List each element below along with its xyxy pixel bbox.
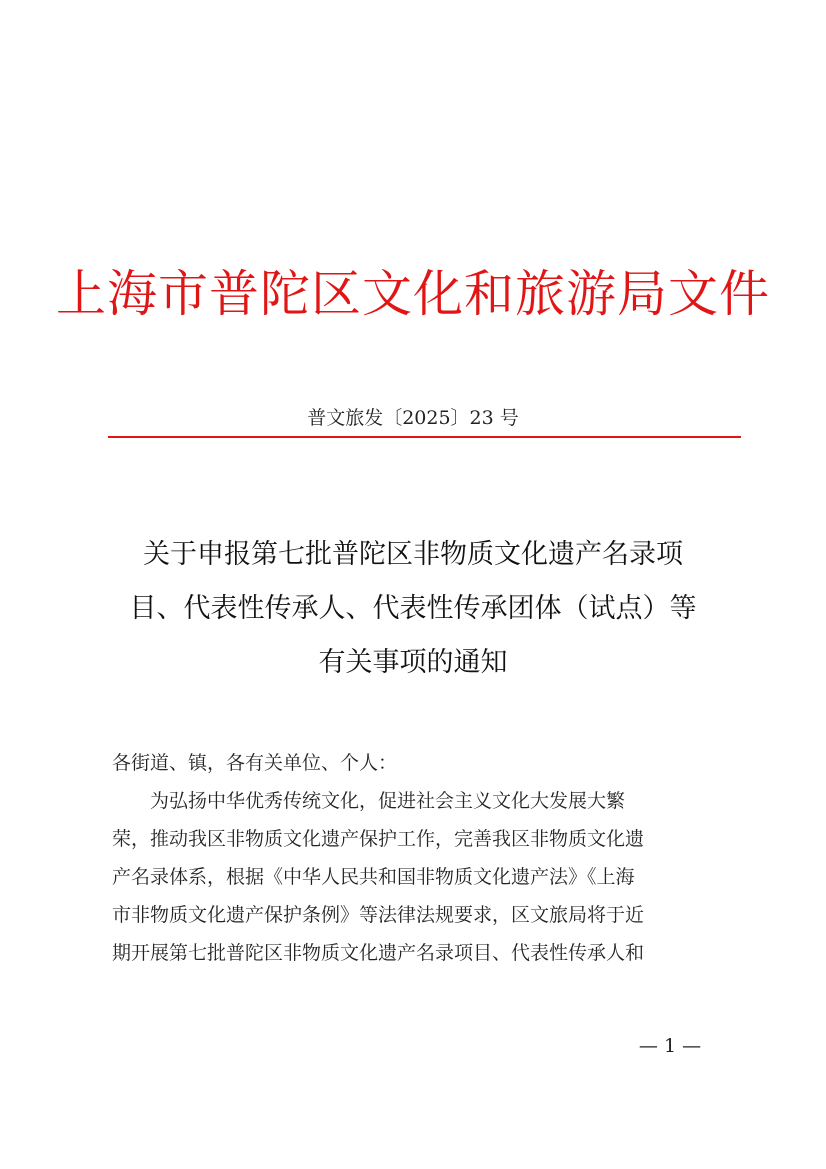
document-number: 普文旅发〔2025〕23 号 <box>307 407 519 429</box>
page-number: — 1 — <box>638 1035 702 1057</box>
notice-body <box>112 744 726 972</box>
masthead-title: 上海市普陀区文化和旅游局文件 <box>56 265 770 323</box>
salutation: 各街道、镇，各有关单位、个人： <box>112 752 398 774</box>
red-divider-line <box>108 436 741 438</box>
paragraph-line-1: 为弘扬中华优秀传统文化，促进社会主义文化大发展大繁 <box>150 790 626 812</box>
notice-title-line-3: 有关事项的通知 <box>318 647 508 678</box>
paragraph-line-2: 荣，推动我区非物质文化遗产保护工作，完善我区非物质文化遗 <box>112 828 645 850</box>
notice-title-line-1: 关于申报第七批普陀区非物质文化遗产名录项 <box>143 539 683 570</box>
paragraph-line-5: 期开展第七批普陀区非物质文化遗产名录项目、代表性传承人和 <box>112 942 645 964</box>
paragraph-line-4: 市非物质文化遗产保护条例》等法律法规要求，区文旅局将于近 <box>112 904 645 926</box>
notice-title-line-2: 目、代表性传承人、代表性传承团体（试点）等 <box>129 593 697 624</box>
notice-title <box>90 528 736 690</box>
paragraph-line-3: 产名录体系，根据《中华人民共和国非物质文化遗产法》《上海 <box>112 866 635 888</box>
